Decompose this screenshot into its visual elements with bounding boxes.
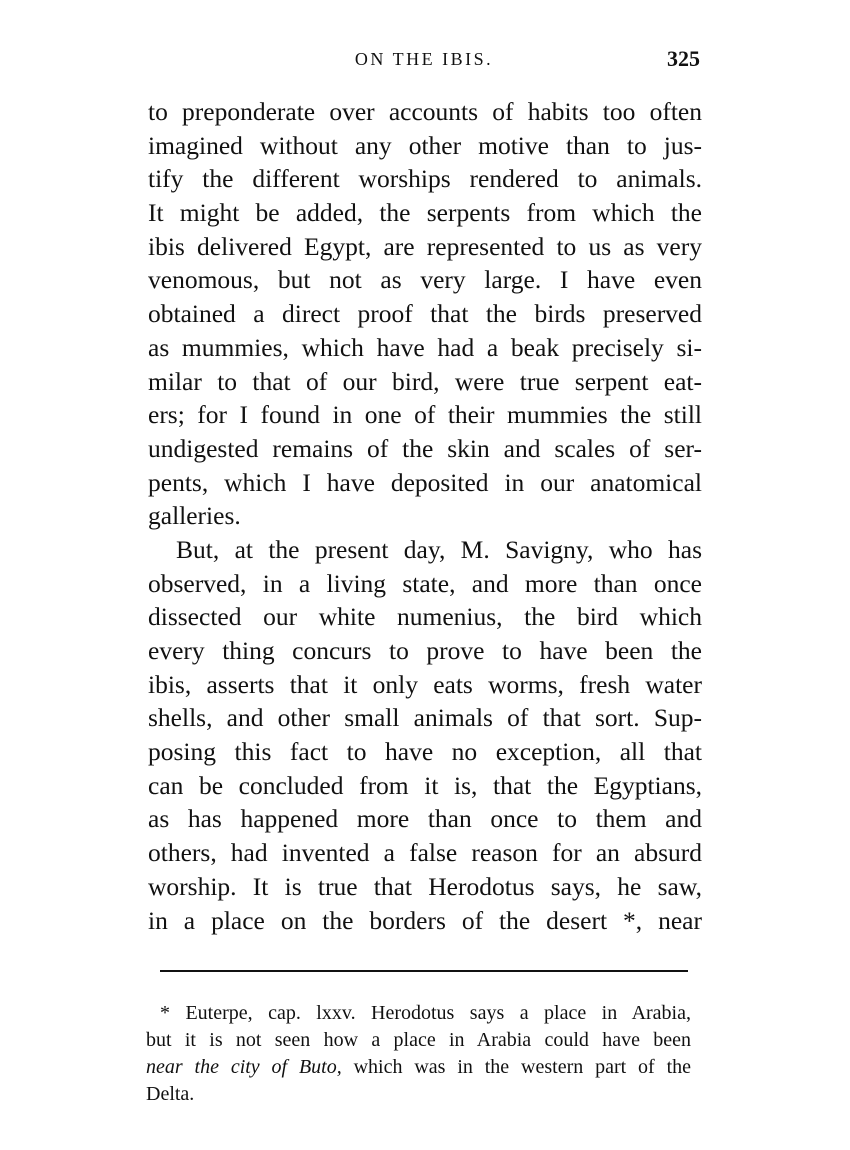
- text-line: tify the different worships rendered to animals.: [148, 164, 702, 194]
- footnote-line-rest: which was in the western part of the: [341, 1056, 692, 1078]
- text-line: observed, in a living state, and more than once: [148, 568, 702, 598]
- text-line: ers; for I found in one of their mummies the still: [148, 400, 702, 430]
- text-line: But, at the present day, M. Savigny, who has: [176, 534, 702, 564]
- text-line: imagined without any other motive than to jus-: [148, 130, 702, 160]
- text-line: as has happened more than once to them and: [148, 804, 702, 834]
- text-line: every thing concurs to prove to have been the: [148, 636, 702, 665]
- footnote-divider: [160, 970, 688, 972]
- footnote-line: but it is not seen how a place in Arabia could have been: [146, 1029, 691, 1051]
- text-line: pents, which I have deposited in our anatomical: [148, 467, 702, 497]
- text-line: ibis delivered Egypt, are represented to us as very: [148, 231, 702, 261]
- page-number: 325: [667, 46, 700, 71]
- text-line: can be concluded from it is, that the Egyptians,: [148, 770, 702, 800]
- running-head: [148, 42, 700, 76]
- text-line: worship. It is true that Herodotus says, he saw,: [148, 871, 702, 901]
- text-line: obtained a direct proof that the birds preserved: [148, 299, 702, 329]
- footnote: [146, 1000, 691, 1108]
- text-line: in a place on the borders of the desert *, near: [148, 905, 702, 935]
- text-line: as mummies, which have had a beak precisely si-: [148, 332, 702, 362]
- text-line: ibis, asserts that it only eats worms, fresh water: [148, 669, 702, 699]
- text-line: shells, and other small animals of that sort. Sup-: [148, 703, 702, 733]
- footnote-line: [146, 1054, 691, 1081]
- footnote-line: * Euterpe, cap. lxxv. Herodotus says a place in Arabia,: [160, 1002, 691, 1024]
- text-line: dissected our white numenius, the bird which: [148, 602, 702, 632]
- footnote-italic-phrase: near the city of Buto,: [146, 1056, 342, 1078]
- text-line: undigested remains of the skin and scales of ser-: [148, 433, 702, 463]
- text-line: posing this fact to have no exception, all that: [148, 737, 702, 767]
- text-line: venomous, but not as very large. I have even: [148, 265, 702, 295]
- text-line: milar to that of our bird, were true serpent eat-: [148, 366, 702, 396]
- text-line: others, had invented a false reason for an absurd: [148, 838, 702, 868]
- running-title: ON THE IBIS.: [354, 49, 494, 69]
- footnote-line: Delta.: [146, 1083, 195, 1105]
- text-line: to preponderate over accounts of habits too often: [148, 97, 702, 126]
- text-line: galleries.: [148, 501, 241, 531]
- body-text: [148, 95, 702, 937]
- text-line: It might be added, the serpents from which the: [148, 198, 702, 228]
